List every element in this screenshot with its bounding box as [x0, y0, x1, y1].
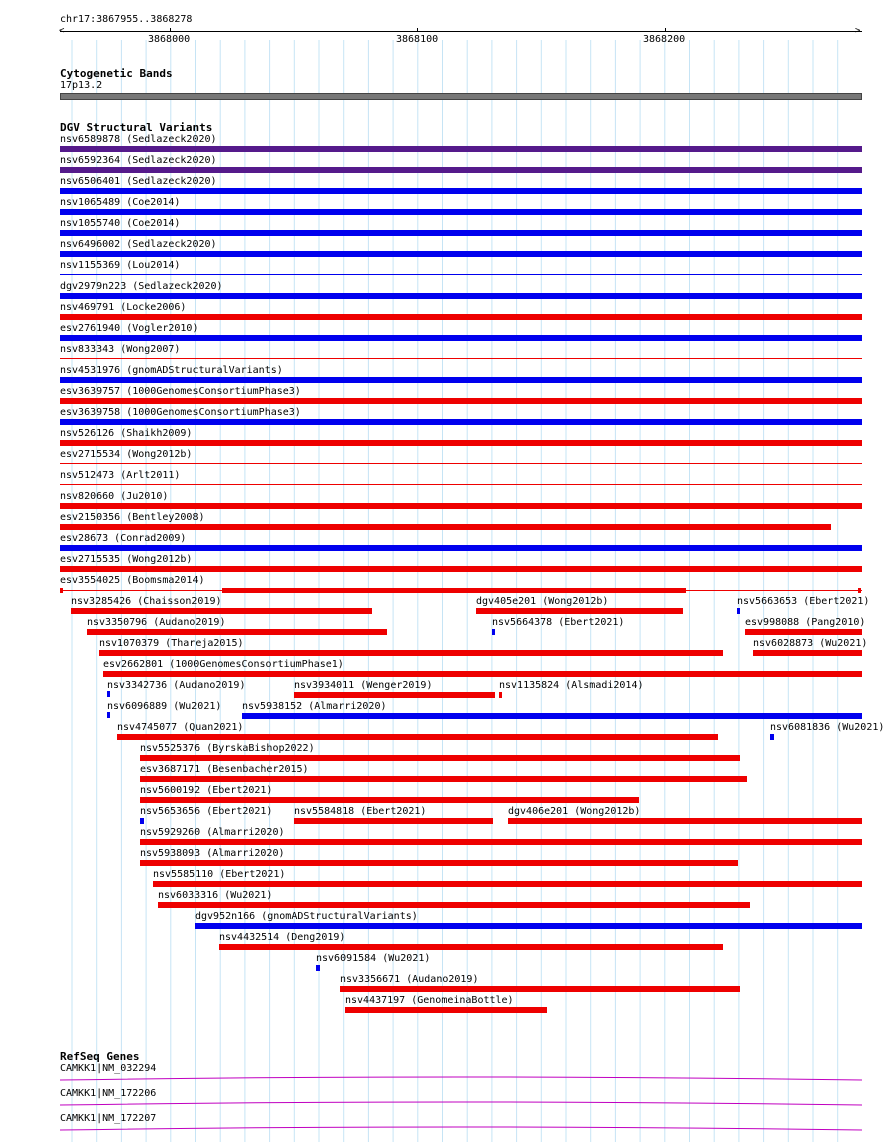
variant-feature[interactable] [508, 818, 862, 824]
variant-label: nsv4745077 (Quan2021) [117, 722, 244, 733]
variant-label: nsv5929260 (Almarri2020) [140, 827, 285, 838]
position-label: chr17:3867955..3868278 [60, 14, 193, 25]
variant-label: nsv6589878 (Sedlazeck2020) [60, 134, 217, 145]
variant-feature[interactable] [60, 335, 862, 341]
ruler-tick [665, 28, 666, 32]
variant-label: nsv5525376 (ByrskaBishop2022) [140, 743, 315, 754]
variant-feature[interactable] [153, 881, 862, 887]
variant-label: nsv5938152 (Almarri2020) [242, 701, 387, 712]
variant-label: nsv526126 (Shaikh2009) [60, 428, 193, 439]
variant-label: nsv4531976 (gnomADStructuralVariants) [60, 365, 283, 376]
variant-feature[interactable] [222, 588, 686, 593]
variant-label: nsv4432514 (Deng2019) [219, 932, 346, 943]
variant-feature[interactable] [140, 860, 738, 866]
variant-label: nsv5938093 (Almarri2020) [140, 848, 285, 859]
variant-feature[interactable] [140, 818, 144, 824]
variant-feature[interactable] [60, 503, 862, 509]
variant-feature[interactable] [340, 986, 740, 992]
variant-label: nsv6592364 (Sedlazeck2020) [60, 155, 217, 166]
variant-feature[interactable] [294, 692, 495, 698]
variant-feature[interactable] [60, 484, 862, 485]
variant-label: nsv1135824 (Alsmadi2014) [499, 680, 644, 691]
variant-label: esv2761940 (Vogler2010) [60, 323, 199, 334]
variant-feature[interactable] [294, 818, 493, 824]
variant-end-cap [858, 588, 861, 593]
variant-feature[interactable] [492, 629, 495, 635]
variant-feature[interactable] [99, 650, 723, 656]
variant-label: esv2715534 (Wong2012b) [60, 449, 193, 460]
variant-label: nsv5664378 (Ebert2021) [492, 617, 625, 628]
variant-feature[interactable] [60, 398, 862, 404]
variant-label: nsv833343 (Wong2007) [60, 344, 181, 355]
variant-feature[interactable] [345, 1007, 547, 1013]
variant-label: dgv2979n223 (Sedlazeck2020) [60, 281, 223, 292]
variant-feature[interactable] [60, 524, 831, 530]
variant-label: nsv5584818 (Ebert2021) [294, 806, 427, 817]
variant-end-cap [60, 588, 63, 593]
variant-feature[interactable] [60, 358, 862, 359]
variant-label: esv3554025 (Boomsma2014) [60, 575, 205, 586]
scroll-left-icon[interactable]: < [59, 26, 65, 36]
variant-feature[interactable] [71, 608, 372, 614]
variant-feature[interactable] [107, 691, 110, 697]
variant-feature[interactable] [60, 251, 862, 257]
variant-feature[interactable] [60, 545, 862, 551]
variant-label: esv28673 (Conrad2009) [60, 533, 187, 544]
variant-feature[interactable] [60, 146, 862, 152]
variant-feature[interactable] [60, 167, 862, 173]
variant-feature[interactable] [242, 713, 862, 719]
variant-feature[interactable] [745, 629, 862, 635]
variant-feature[interactable] [140, 755, 740, 761]
variant-feature[interactable] [60, 230, 862, 236]
variant-label: nsv1155369 (Lou2014) [60, 260, 181, 271]
gene-label: CAMKK1|NM_172206 [60, 1088, 157, 1099]
ruler-tick-label: 3868000 [148, 34, 191, 45]
variant-label: dgv952n166 (gnomADStructuralVariants) [195, 911, 418, 922]
variant-feature[interactable] [316, 965, 320, 971]
variant-label: nsv6028873 (Wu2021) [753, 638, 868, 649]
refseq-track-title: RefSeq Genes [60, 1050, 140, 1063]
variant-label: nsv3285426 (Chaisson2019) [71, 596, 222, 607]
variant-feature[interactable] [60, 209, 862, 215]
variant-feature[interactable] [476, 608, 683, 614]
variant-label: nsv3350796 (Audano2019) [87, 617, 226, 628]
variant-label: nsv5585110 (Ebert2021) [153, 869, 286, 880]
variant-label: nsv512473 (Arlt2011) [60, 470, 181, 481]
cytoband-bar[interactable] [60, 93, 862, 100]
variant-label: nsv1065489 (Coe2014) [60, 197, 181, 208]
ruler-tick [417, 28, 418, 32]
variant-label: nsv1055740 (Coe2014) [60, 218, 181, 229]
cytoband-track-title: Cytogenetic Bands [60, 67, 173, 80]
variant-feature[interactable] [140, 776, 747, 782]
variant-label: esv3687171 (Besenbacher2015) [140, 764, 309, 775]
variant-label: nsv6081836 (Wu2021) [770, 722, 885, 733]
variant-feature[interactable] [195, 923, 862, 929]
variant-label: esv2662801 (1000GenomesConsortiumPhase1) [103, 659, 344, 670]
variant-label: nsv6091584 (Wu2021) [316, 953, 431, 964]
variant-label: nsv3342736 (Audano2019) [107, 680, 246, 691]
variant-label: nsv3356671 (Audano2019) [340, 974, 479, 985]
variant-label: esv3639757 (1000GenomesConsortiumPhase3) [60, 386, 301, 397]
variant-label: nsv5653656 (Ebert2021) [140, 806, 273, 817]
variant-label: dgv406e201 (Wong2012b) [508, 806, 641, 817]
gene-label: CAMKK1|NM_172207 [60, 1113, 157, 1124]
dgv-track-title: DGV Structural Variants [60, 121, 213, 134]
variant-label: nsv6496002 (Sedlazeck2020) [60, 239, 217, 250]
variant-feature[interactable] [219, 944, 723, 950]
variant-feature[interactable] [770, 734, 774, 740]
variant-label: nsv4437197 (GenomeinaBottle) [345, 995, 514, 1006]
variant-label: nsv5663653 (Ebert2021) [737, 596, 870, 607]
variant-label: dgv405e201 (Wong2012b) [476, 596, 609, 607]
variant-feature[interactable] [107, 712, 110, 718]
variant-feature[interactable] [60, 566, 862, 572]
variant-label: nsv6033316 (Wu2021) [158, 890, 273, 901]
ruler-tick [170, 28, 171, 32]
variant-feature[interactable] [60, 377, 862, 383]
ruler-axis [60, 31, 862, 32]
variant-label: nsv3934011 (Wenger2019) [294, 680, 433, 691]
variant-label: esv2715535 (Wong2012b) [60, 554, 193, 565]
variant-label: nsv6096889 (Wu2021) [107, 701, 222, 712]
variant-label: nsv469791 (Locke2006) [60, 302, 187, 313]
variant-feature[interactable] [737, 608, 740, 614]
gene-feature[interactable] [60, 1099, 862, 1111]
variant-feature[interactable] [60, 293, 862, 299]
variant-feature[interactable] [60, 188, 862, 194]
gene-feature[interactable] [60, 1074, 862, 1086]
variant-feature[interactable] [60, 314, 862, 320]
variant-label: nsv5600192 (Ebert2021) [140, 785, 273, 796]
variant-label: esv2150356 (Bentley2008) [60, 512, 205, 523]
variant-feature[interactable] [753, 650, 862, 656]
variant-feature[interactable] [87, 629, 387, 635]
gene-label: CAMKK1|NM_032294 [60, 1063, 157, 1074]
variant-feature[interactable] [60, 440, 862, 446]
variant-feature[interactable] [60, 463, 862, 464]
variant-feature[interactable] [60, 419, 862, 425]
variant-label: nsv6506401 (Sedlazeck2020) [60, 176, 217, 187]
ruler-tick-label: 3868200 [643, 34, 686, 45]
gene-feature[interactable] [60, 1124, 862, 1136]
scroll-right-icon[interactable]: > [855, 26, 861, 36]
variant-feature[interactable] [103, 671, 862, 677]
variant-label: esv998088 (Pang2010) [745, 617, 866, 628]
variant-feature[interactable] [140, 839, 862, 845]
variant-feature[interactable] [60, 274, 862, 275]
variant-feature[interactable] [117, 734, 718, 740]
variant-label: esv3639758 (1000GenomesConsortiumPhase3) [60, 407, 301, 418]
variant-label: nsv1070379 (Thareja2015) [99, 638, 244, 649]
variant-feature[interactable] [499, 692, 502, 698]
variant-label: nsv820660 (Ju2010) [60, 491, 169, 502]
variant-feature[interactable] [140, 797, 639, 803]
cytoband-name: 17p13.2 [60, 80, 103, 91]
variant-feature[interactable] [158, 902, 750, 908]
ruler-tick-label: 3868100 [396, 34, 439, 45]
